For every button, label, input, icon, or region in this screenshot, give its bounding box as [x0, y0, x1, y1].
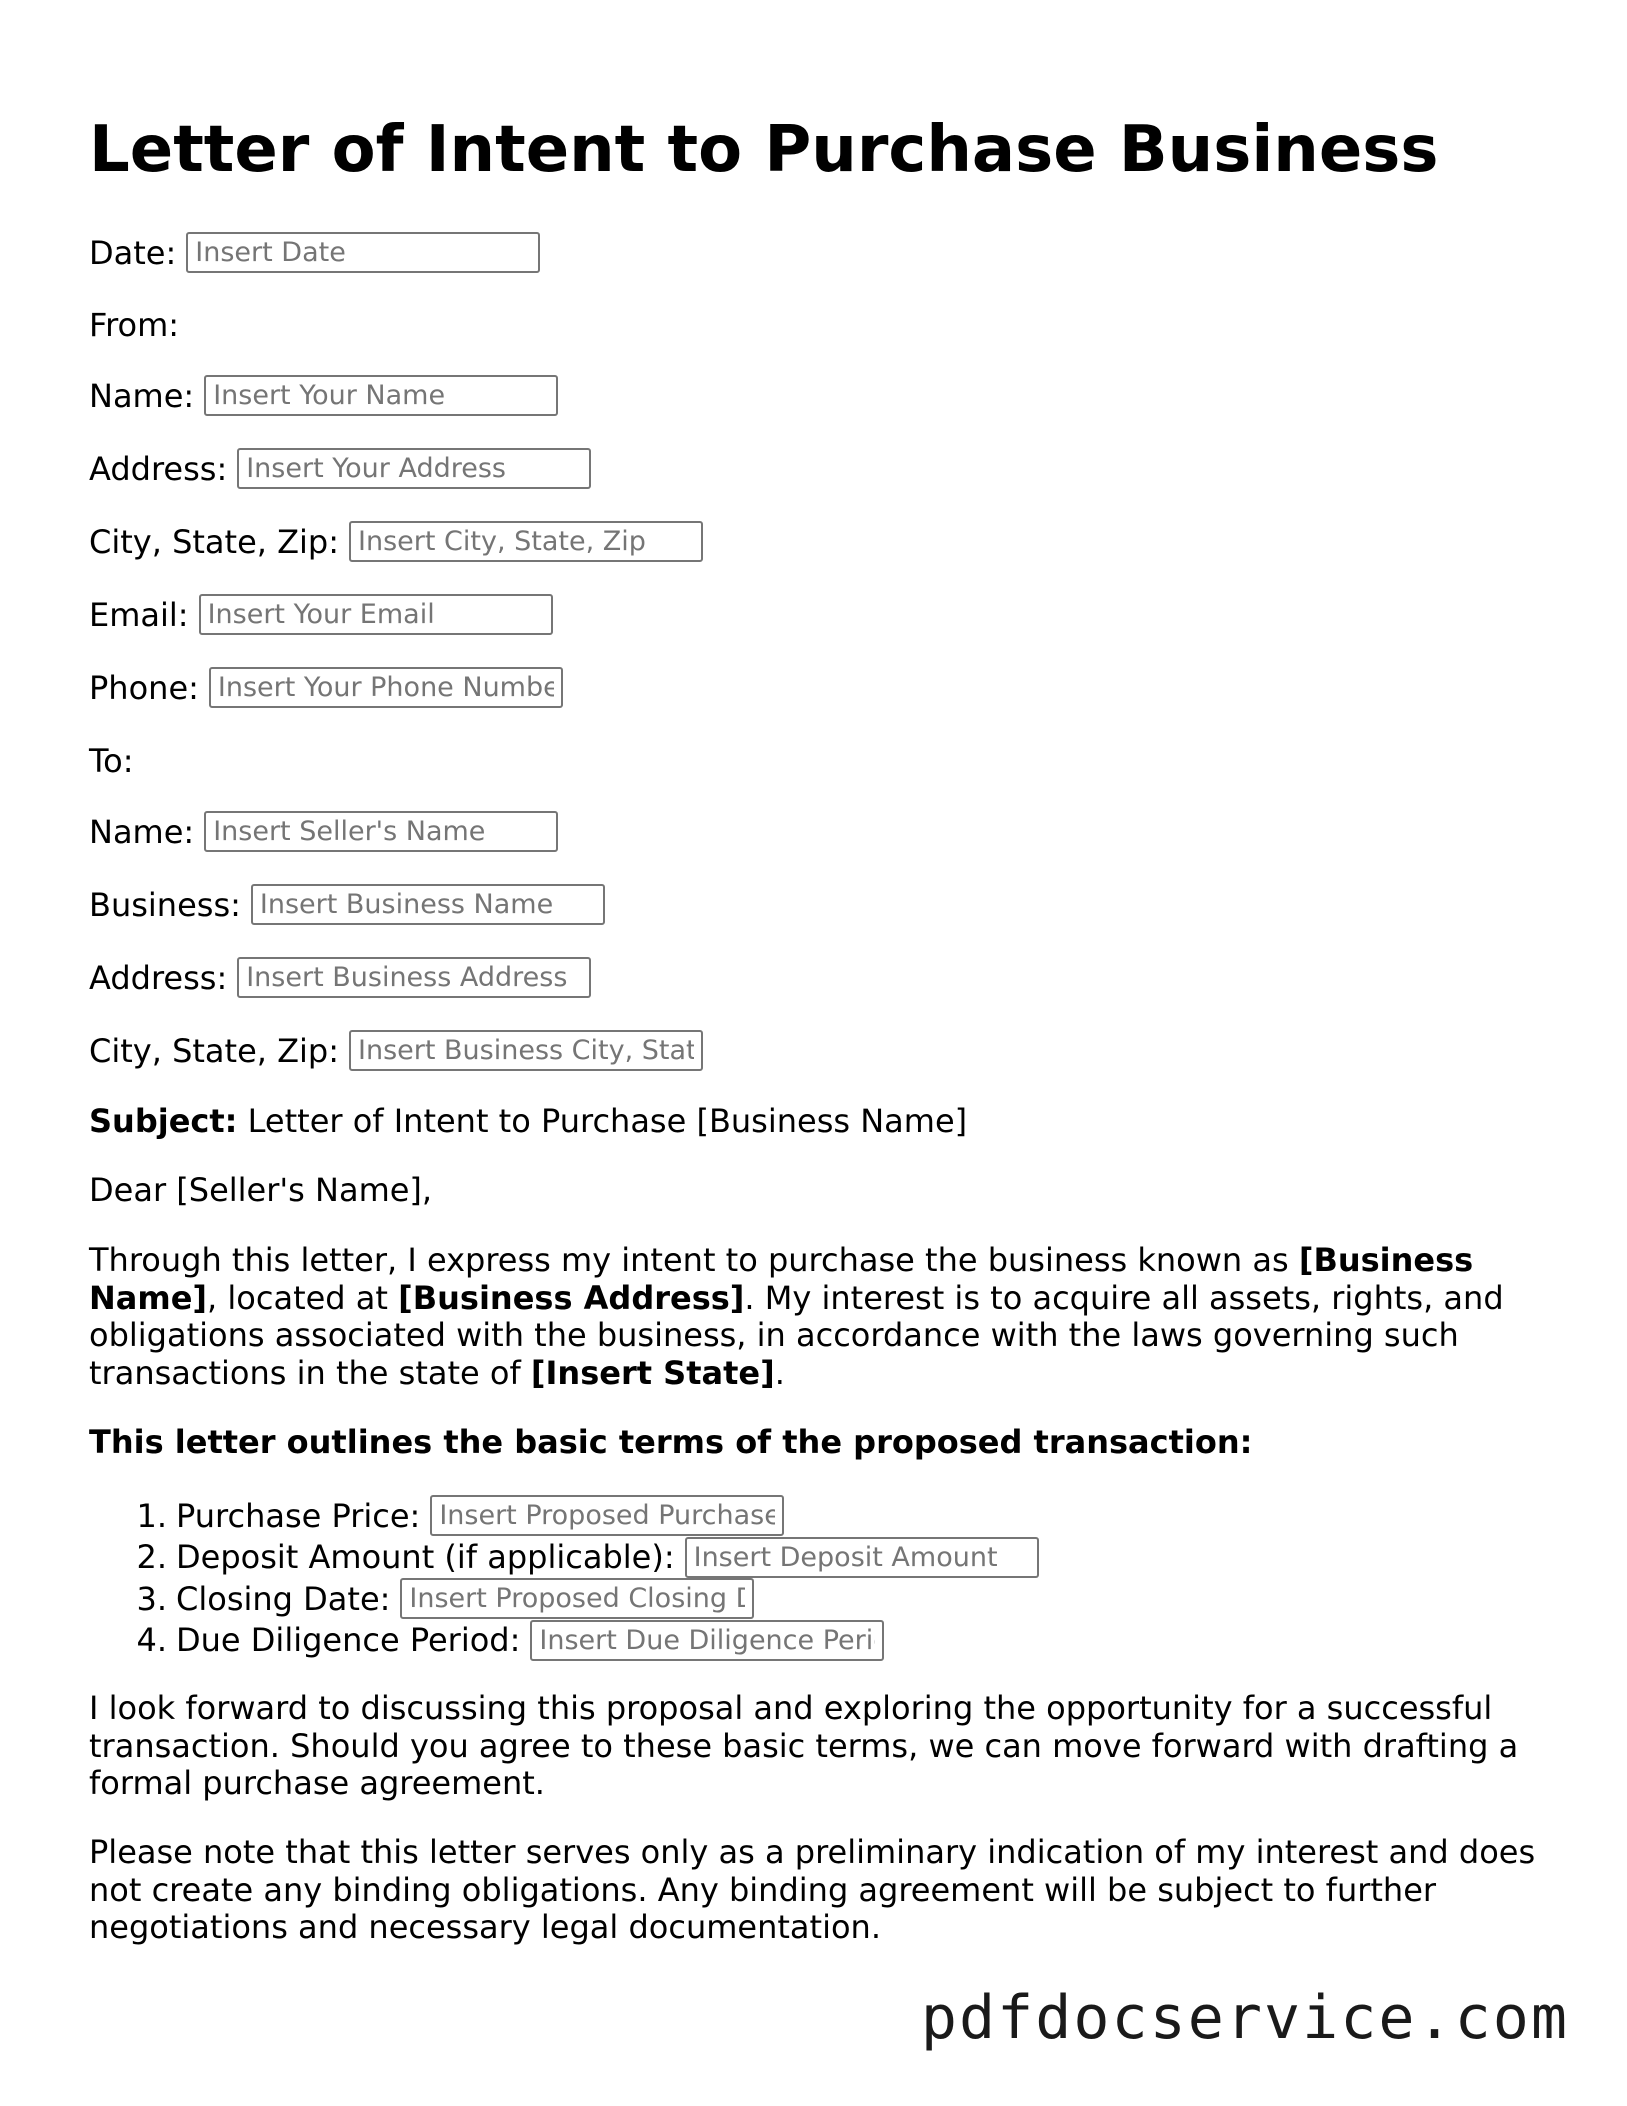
to-name-label: Name:	[89, 812, 195, 851]
term-number: 4.	[136, 1621, 167, 1660]
to-business-row	[89, 884, 605, 925]
from-name-row	[89, 375, 558, 416]
term-label: Deposit Amount (if applicable):	[176, 1538, 675, 1577]
intro-text-3: . My interest is to acquire all assets, rights, and obligations associated with the business, in accordance with the laws governing such transactions in the state of	[89, 1278, 1504, 1392]
to-name-row	[89, 811, 558, 852]
intro-text-2: , located at	[207, 1278, 399, 1317]
to-address-row	[89, 957, 591, 998]
intro-text-1: Through this letter, I express my intent to purchase the business known as	[89, 1241, 1299, 1279]
intro-paragraph	[89, 1242, 1549, 1392]
from-phone-row	[89, 667, 563, 708]
date-field[interactable]	[186, 232, 540, 273]
term-number: 2.	[136, 1538, 167, 1577]
from-email-field[interactable]	[199, 594, 553, 635]
to-address-field[interactable]	[237, 957, 591, 998]
due-diligence-field[interactable]	[530, 1620, 884, 1661]
salutation: Dear [Seller's Name],	[89, 1171, 433, 1209]
to-city-row	[89, 1030, 703, 1071]
term-label: Closing Date:	[176, 1579, 391, 1618]
page-title: Letter of Intent to Purchase Business	[89, 113, 1439, 187]
intro-text-4: .	[774, 1353, 785, 1392]
term-item	[89, 1495, 1039, 1537]
subject-line	[89, 1103, 1549, 1141]
from-address-row	[89, 448, 591, 489]
terms-heading: This letter outlines the basic terms of the proposed transaction:	[89, 1423, 1253, 1461]
term-item	[89, 1578, 1039, 1620]
term-number: 1.	[136, 1496, 167, 1535]
from-address-field[interactable]	[237, 448, 591, 489]
term-label: Due Diligence Period:	[176, 1621, 521, 1660]
from-phone-label: Phone:	[89, 668, 199, 707]
to-business-label: Business:	[89, 885, 241, 924]
terms-list	[89, 1495, 1039, 1661]
from-heading: From:	[89, 306, 180, 344]
date-row	[89, 232, 540, 273]
from-phone-field[interactable]	[209, 667, 563, 708]
subject-label: Subject:	[89, 1102, 238, 1140]
from-name-field[interactable]	[204, 375, 558, 416]
term-item	[89, 1620, 1039, 1662]
note-paragraph: Please note that this letter serves only as a preliminary indication of my interest and does not create any binding obligations. Any binding agreement will be subject to further negotiations and necessary legal documentation.	[89, 1833, 1536, 1946]
from-city-field[interactable]	[349, 521, 703, 562]
from-email-label: Email:	[89, 595, 189, 634]
from-name-label: Name:	[89, 376, 195, 415]
intro-state: [Insert State]	[530, 1353, 775, 1392]
to-city-field[interactable]	[349, 1030, 703, 1071]
term-item	[89, 1537, 1039, 1579]
to-heading: To:	[89, 742, 134, 780]
closing-date-field[interactable]	[400, 1578, 754, 1619]
to-name-field[interactable]	[204, 811, 558, 852]
from-city-row	[89, 521, 703, 562]
from-address-label: Address:	[89, 449, 228, 488]
subject-text: Letter of Intent to Purchase [Business Name]	[237, 1102, 968, 1140]
from-email-row	[89, 594, 553, 635]
to-address-label: Address:	[89, 958, 228, 997]
to-business-field[interactable]	[251, 884, 605, 925]
term-label: Purchase Price:	[176, 1496, 421, 1535]
term-number: 3.	[136, 1579, 167, 1618]
purchase-price-field[interactable]	[430, 1495, 784, 1536]
watermark-text: pdfdocservice.com	[920, 1983, 1569, 2053]
date-label: Date:	[89, 233, 177, 272]
from-city-label: City, State, Zip:	[89, 522, 340, 561]
closing-paragraph: I look forward to discussing this proposal and exploring the opportunity for a successful transaction. Should you agree to these basic terms, we can move forward with drafting a formal purchase agreement.	[89, 1689, 1519, 1802]
deposit-amount-field[interactable]	[685, 1537, 1039, 1578]
intro-business-name: [Business Name]	[89, 1241, 1474, 1317]
to-city-label: City, State, Zip:	[89, 1031, 340, 1070]
intro-business-address: [Business Address]	[398, 1278, 745, 1317]
